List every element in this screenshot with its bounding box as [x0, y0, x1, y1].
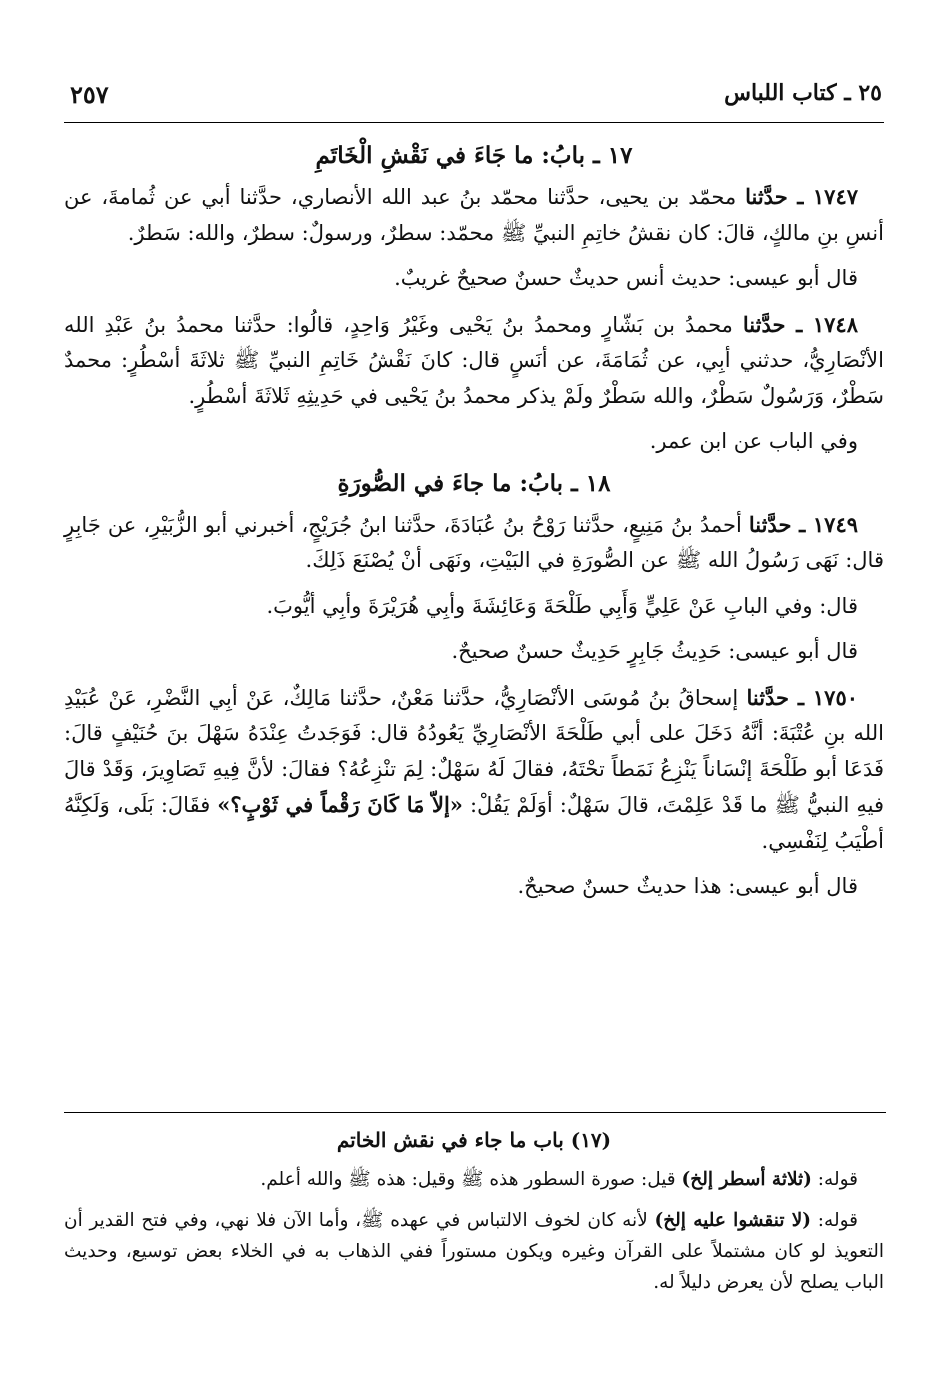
hadith-number: ١٧٤٧ ـ حدَّثنا	[745, 184, 859, 209]
hadith-1747	[64, 179, 884, 251]
commentary-1750: قال أبو عيسى: هذا حديثٌ حسنٌ صحيحٌ.	[517, 874, 858, 898]
hadith-1748	[64, 307, 884, 415]
commentary-1749: قال أبو عيسى: حَدِيثُ جَابِرٍ حَدِيثٌ حسنٌ صحيحٌ.	[451, 639, 858, 663]
main-text	[64, 138, 884, 915]
footnote-text: لأنه كان لخوف الالتباس في عهده ﷺ، وأما الآن فلا نهي، وفي فتح القدير أن التعويذ لو كان مشتملاً على القرآن وغيره ويكون مستوراً ففي الذهاب به في الخلاء بعض توسيع، وحديث الباب يصلح لأن يعرض دليلاً له.	[64, 1210, 884, 1293]
hadith-1749	[64, 507, 884, 579]
hadith-text: محمدُ بن بَشّارٍ ومحمدُ بنُ يَحْيى وغَيْرُ وَاحِدٍ، قالُوا: حدَّثنا محمدُ بنُ عَبْدِ الله الأنْصَارِيُّ، حدثني أبِي، عن ثُمَامَةَ، عن أنَسٍ قال: كانَ نَقْشُ خَاتِمِ النبيِّ ﷺ ثلاثَةَ أسْطُرٍ: محمدٌ سَطْرٌ، وَرَسُولٌ سَطْرٌ، والله سَطْرٌ ولَمْ يذكر محمدُ بنُ يَحْيى في حَدِيثِهِ ثَلاثَةَ أسْطُرٍ.	[64, 312, 884, 408]
hadith-number: ١٧٤٩ ـ حدَّثنا	[748, 511, 859, 537]
footnote-quote: (ثلاثة أسطر إلخ)	[681, 1169, 812, 1190]
footnote-text: قيل: صورة السطور هذه ﷺ وقيل: هذه ﷺ والله أعلم.	[260, 1169, 682, 1190]
hadith-number: ١٧٤٨ ـ حدَّثنا	[742, 311, 858, 337]
hadith-text: محمّد بن يحيى، حدَّثنا محمّد بنُ عبد الله الأنصاري، حدَّثنا أبي عن ثُمامةَ، عن أنسِ بنِ مالكٍ، قالَ: كان نقشُ خاتِمِ النبيِّ ﷺ محمّد: سطرٌ، ورسولٌ: سطرٌ، والله: سَطرٌ.	[64, 185, 884, 245]
footnote-lead: قوله:	[811, 1169, 858, 1190]
page-number: ٢٥٧	[70, 80, 109, 109]
commentary-1747: قال أبو عيسى: حديث أنس حديثٌ حسنٌ صحيحٌ غريبٌ.	[394, 266, 858, 290]
hadith-1750	[64, 680, 884, 860]
section-18-title: ١٨ ـ بابُ: ما جاءَ في الصُّورَةِ	[337, 469, 611, 497]
section-17-title: ١٧ ـ بابُ: ما جَاءَ في نَقْشِ الْخَاتَمِ	[315, 142, 633, 169]
chapter-note: وفي الباب عن ابن عمر.	[649, 429, 858, 453]
hadith-text-end: فقَالَ: بَلَى، وَلَكِنَّهُ أطْيَبُ لِنَفْسِي.	[64, 793, 884, 853]
footnote-title: (١٧) باب ما جاء في نقش الخاتم	[336, 1128, 612, 1152]
footnote-2	[64, 1205, 884, 1298]
hadith-text: إسحاقُ بنُ مُوسَى الأنْصَارِيُّ، حدَّثنا مَعْنٌ، حدَّثنا مَالِكٌ، عَنْ أبِي النَّضْرِ، عَنْ عُبَيْدِ الله بنِ عُتْبَةَ: أنَّهُ دَخَلَ على أبي طَلْحَةَ الأنْصَارِيِّ يَعُودُهُ قال: فَوَجَدتُ عِنْدَهُ سَهْلَ بنَ حُنَيْفٍ قالَ: فَدَعَا أبو طَلْحَةَ إنْسَاناً يَنْزِعُ نَمَطاً تحْتَهُ، فقالَ لَهُ سَهْلٌ: لِمَ تنْزِعُهُ؟ فقالَ: لأنَّ فِيهِ تَصَاوِيرَ، وَقَدْ قالَ فيهِ النبيُّ ﷺ ما قَدْ عَلِمْتَ، قالَ سَهْلٌ: أوَلَمْ يَقُلْ:	[64, 685, 884, 817]
chapter-note: قال: وفي البابِ عَنْ عَلِيٍّ وَأَبِي طَلْحَةَ وَعَائِشَةَ وأبِي هُرَيْرَةَ وأبِي أيُّوبَ.	[266, 593, 858, 618]
hadith-quote: «إلاّ مَا كَانَ رَقْماً في ثَوْبٍ؟»	[217, 792, 463, 817]
footnote-lead: قوله:	[811, 1210, 858, 1231]
page-header	[70, 72, 882, 112]
header-divider	[64, 122, 884, 123]
chapter-title: ٢٥ ـ كتاب اللباس	[724, 80, 882, 106]
footnote-1	[64, 1164, 884, 1195]
hadith-text: أحمدُ بنُ مَنِيعٍ، حدَّثنا رَوْحُ بنُ عُبَادَةَ، حدَّثنا ابنُ جُرَيْجٍ، أخبرني أبو الزُّبَيْرِ، عن جَابِرٍ قال: نَهَى رَسُولُ الله ﷺ عن الصُّورَةِ في البَيْتِ، ونَهَى أنْ يُصْنَعَ ذَلِكَ.	[64, 512, 884, 572]
footnotes	[64, 1122, 884, 1308]
footnote-quote: (لا تنقشوا عليه إلخ)	[654, 1210, 812, 1231]
footnote-divider	[64, 1112, 886, 1113]
hadith-number: ١٧٥٠ ـ حدَّثنا	[746, 684, 859, 710]
